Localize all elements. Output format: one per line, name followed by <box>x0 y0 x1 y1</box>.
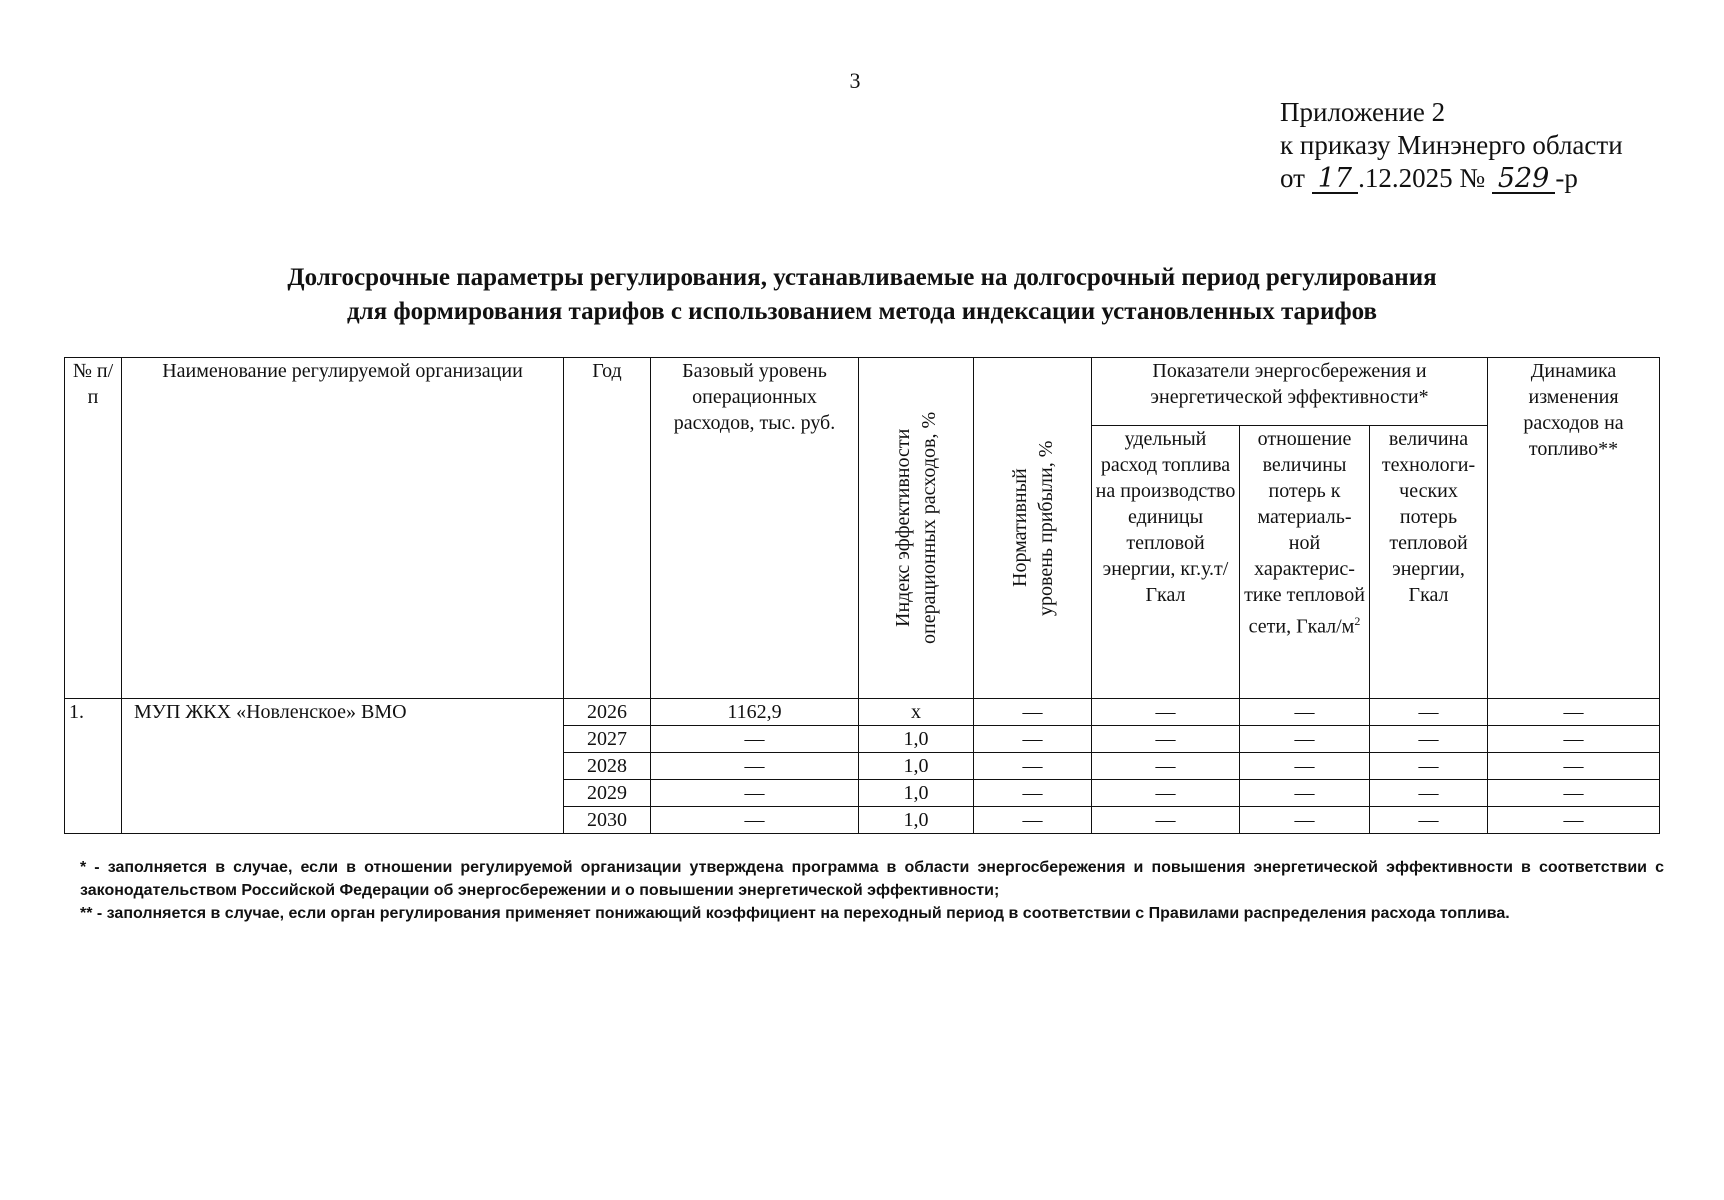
appendix-line1: Приложение 2 <box>1280 97 1446 127</box>
cell-profit: — <box>974 807 1092 834</box>
cell-dynamics: — <box>1488 726 1660 753</box>
cell-tech-loss: — <box>1370 726 1488 753</box>
header-tech-loss: величина технологи-ческих потерь тепловой энергии, Гкал <box>1370 425 1488 698</box>
appendix-header <box>1280 96 1623 195</box>
header-fuel-rate: удельный расход топлива на производство единицы тепловой энергии, кг.у.т/Гкал <box>1092 425 1240 698</box>
header-loss-ratio <box>1240 425 1370 698</box>
org-number: 1. <box>65 699 122 834</box>
appendix-line2: к приказу Минэнерго области <box>1280 130 1623 160</box>
header-loss-ratio-text: отношение величины потерь к материаль-ной характерис-тике тепловой сети, Гкал/м <box>1244 427 1365 638</box>
cell-profit: — <box>974 726 1092 753</box>
cell-loss-ratio: — <box>1240 699 1370 726</box>
header-fuel-dynamics: Динамика изменения расходов на топливо** <box>1488 358 1660 699</box>
header-year: Год <box>564 358 651 699</box>
cell-tech-loss: — <box>1370 753 1488 780</box>
number-suffix: -р <box>1555 163 1578 193</box>
org-name: МУП ЖКХ «Новленское» ВМО <box>122 699 564 834</box>
cell-year: 2026 <box>564 699 651 726</box>
cell-fuel-rate: — <box>1092 780 1240 807</box>
title-line2: для формирования тарифов с использованием метода индексации установленных тарифов <box>346 298 1378 325</box>
appendix-date-line <box>1280 162 1623 195</box>
cell-index: x <box>859 699 974 726</box>
cell-base: — <box>651 780 859 807</box>
header-efficiency-index-text: Индекс эффективности операционных расходов, % <box>892 411 940 645</box>
cell-loss-ratio: — <box>1240 726 1370 753</box>
cell-profit: — <box>974 753 1092 780</box>
handwritten-number: 529 <box>1492 166 1556 194</box>
cell-base: — <box>651 726 859 753</box>
header-profit <box>974 358 1092 699</box>
page-number: 3 <box>849 68 861 93</box>
title-line1: Долгосрочные параметры регулирования, устанавливаемые на долгосрочный период регулирования <box>287 264 1437 291</box>
cell-base: — <box>651 753 859 780</box>
cell-loss-ratio: — <box>1240 807 1370 834</box>
cell-year: 2030 <box>564 807 651 834</box>
cell-index: 1,0 <box>859 807 974 834</box>
date-prefix: от <box>1280 163 1305 193</box>
cell-dynamics: — <box>1488 807 1660 834</box>
cell-dynamics: — <box>1488 699 1660 726</box>
header-energy-group: Показатели энергосбережения и энергетической эффективности* <box>1092 358 1488 426</box>
cell-dynamics: — <box>1488 780 1660 807</box>
cell-year: 2028 <box>564 753 651 780</box>
cell-dynamics: — <box>1488 753 1660 780</box>
cell-loss-ratio: — <box>1240 780 1370 807</box>
cell-index: 1,0 <box>859 753 974 780</box>
cell-year: 2029 <box>564 780 651 807</box>
cell-index: 1,0 <box>859 726 974 753</box>
header-loss-ratio-sup: 2 <box>1354 613 1361 628</box>
parameters-table <box>64 357 1660 834</box>
cell-tech-loss: — <box>1370 780 1488 807</box>
cell-tech-loss: — <box>1370 699 1488 726</box>
cell-index: 1,0 <box>859 780 974 807</box>
cell-profit: — <box>974 699 1092 726</box>
cell-fuel-rate: — <box>1092 726 1240 753</box>
cell-fuel-rate: — <box>1092 753 1240 780</box>
cell-loss-ratio: — <box>1240 753 1370 780</box>
header-efficiency-index <box>859 358 974 699</box>
table-row <box>65 699 1660 726</box>
header-base-opex: Базовый уровень операционных расходов, тыс. руб. <box>651 358 859 699</box>
cell-profit: — <box>974 780 1092 807</box>
cell-year: 2027 <box>564 726 651 753</box>
cell-fuel-rate: — <box>1092 699 1240 726</box>
footnotes <box>62 856 1664 925</box>
handwritten-day: 17 <box>1312 166 1358 194</box>
cell-base: 1162,9 <box>651 699 859 726</box>
footnote-2: ** - заполняется в случае, если орган регулирования применяет понижающий коэффициент на переходный период в соответствии с Правилами распределения расхода топлива. <box>80 905 1510 922</box>
cell-base: — <box>651 807 859 834</box>
cell-fuel-rate: — <box>1092 807 1240 834</box>
header-profit-text: Нормативный уровень прибыли, % <box>1008 440 1057 616</box>
cell-tech-loss: — <box>1370 807 1488 834</box>
footnote-1: * - заполняется в случае, если в отношении регулируемой организации утверждена программа в области энергосбережения и повышения энергетической эффективности в соответствии с законодательством Российской Федерации об энергосбережении и о повышении энергетической эффективности; <box>80 859 1664 899</box>
header-num: № п/п <box>65 358 122 699</box>
date-rest: .12.2025 № <box>1358 163 1486 193</box>
document-title <box>0 261 1724 329</box>
header-org: Наименование регулируемой организации <box>122 358 564 699</box>
